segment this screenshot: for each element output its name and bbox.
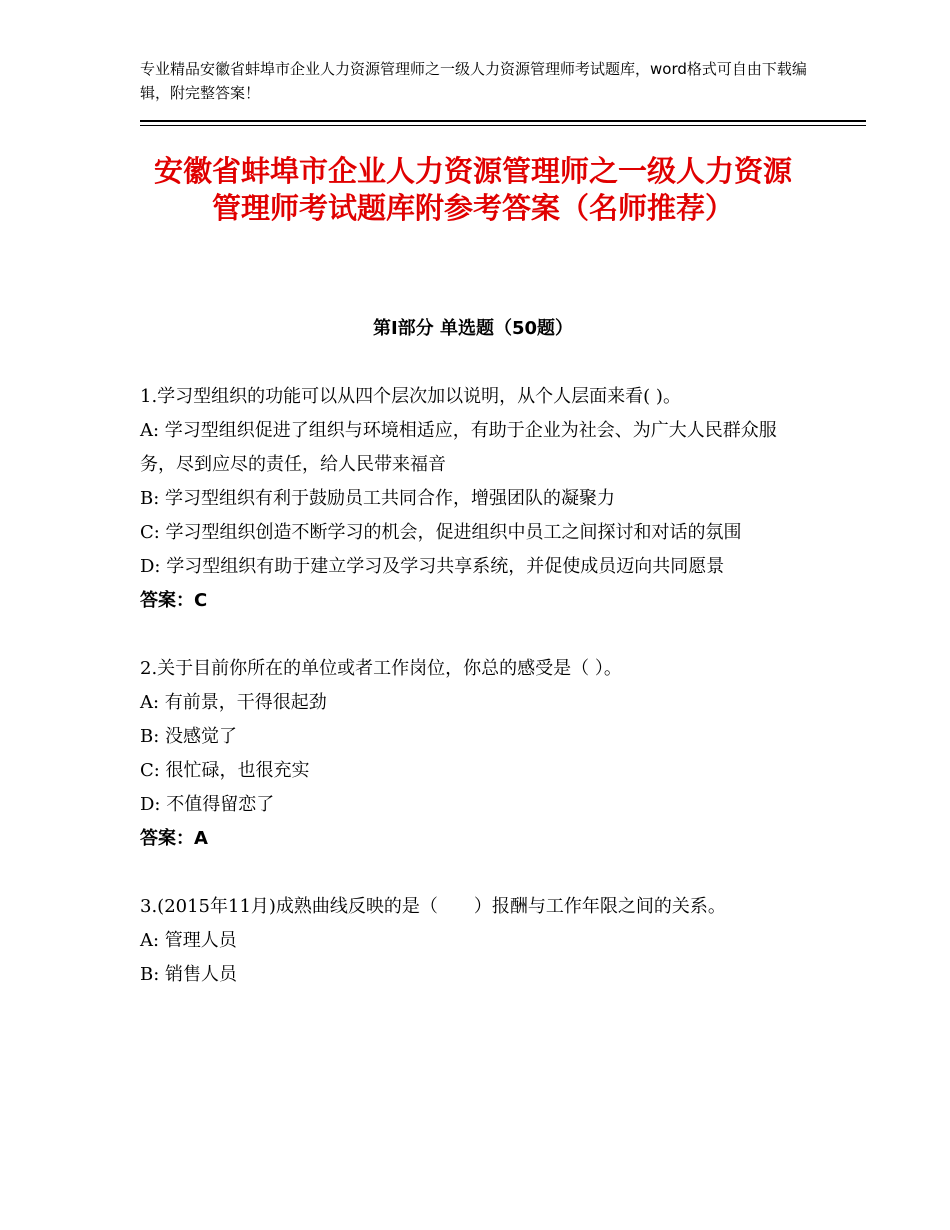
option-c: C: 学习型组织创造不断学习的机会，促进组织中员工之间探讨和对话的氛围: [140, 522, 742, 543]
option-b: B: 没感觉了: [140, 726, 238, 747]
option-a: A: 学习型组织促进了组织与环境相适应，有助于企业为社会、为广大人民群众服务，尽到应尽的责任，给人民带来福音: [140, 420, 777, 475]
option-c: C: 很忙碌，也很充实: [140, 760, 310, 781]
question-list: [140, 380, 806, 1026]
option-b: B: 学习型组织有利于鼓励员工共同合作，增强团队的凝聚力: [140, 488, 616, 509]
question-stem: 1.学习型组织的功能可以从四个层次加以说明，从个人层面来看( )。: [140, 386, 681, 407]
option-d: D: 不值得留恋了: [140, 794, 275, 815]
question-2: [140, 652, 806, 856]
question-3: [140, 890, 806, 992]
document-title: 安徽省蚌埠市企业人力资源管理师之一级人力资源管理师考试题库附参考答案（名师推荐）: [153, 154, 792, 225]
option-a: A: 管理人员: [140, 930, 237, 951]
question-stem: 3.(2015年11月)成熟曲线反映的是（ ）报酬与工作年限之间的关系。: [140, 896, 726, 917]
question-stem: 2.关于目前你所在的单位或者工作岗位，你总的感受是（ ）。: [140, 658, 622, 679]
answer-line: 答案：C: [140, 590, 208, 611]
section-heading: 第Ⅰ部分 单选题（50题）: [372, 318, 573, 339]
header-rule-thick: [140, 120, 866, 122]
header-note: 专业精品安徽省蚌埠市企业人力资源管理师之一级人力资源管理师考试题库，word格式可自由下载编辑，附完整答案！: [140, 60, 807, 102]
answer-line: 答案：A: [140, 828, 208, 849]
question-1: [140, 380, 806, 618]
header-rule-thin: [140, 125, 866, 126]
option-b: B: 销售人员: [140, 964, 238, 985]
option-a: A: 有前景，干得很起劲: [140, 692, 327, 713]
option-d: D: 学习型组织有助于建立学习及学习共享系统，并促使成员迈向共同愿景: [140, 556, 725, 577]
